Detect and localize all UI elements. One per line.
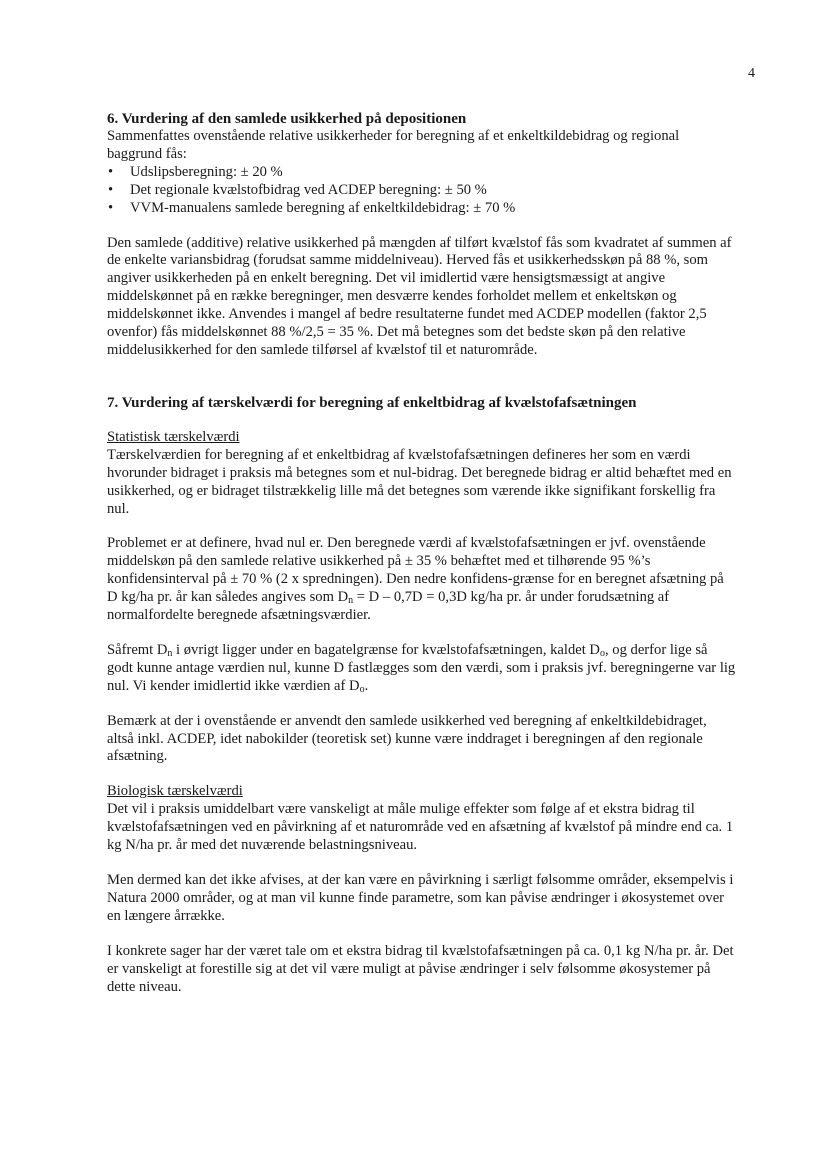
biological-threshold-heading: Biologisk tærskelværdi — [107, 783, 243, 800]
list-item: • Udslipsberegning: ± 20 % — [107, 164, 737, 182]
biological-paragraph-1: Det vil i praksis umiddelbart være vanskeligt at måle mulige effekter som følge af et ekstra bidrag til kvælstofafsætningen ved en påvirkning af et naturområde ved en afsætning af kvælstof på mindre end ca. 1 kg N/ha pr. år med det nuværende belastningsniveau. — [107, 801, 734, 854]
uncertainty-list — [107, 164, 737, 218]
statistical-paragraph-2: Problemet er at definere, hvad nul er. Den beregnede værdi af kvælstofafsætningen er jvf. ovenstående middelskøn på den samlede relative usikkerhed på ± 35 % behæftet med et tilhørende 95 %’s konfidensinterval på ± 70 % (2 x spredningen). Den nedre konfidens-grænse for en beregnet afsætning på D kg/ha pr. år kan således angives som $D_n = D - 0,7D = 0,3D$ kg/ha pr. år under forudsætning af normalfordelte beregnede afsætningsværdier. — [107, 535, 724, 624]
statistical-threshold-heading: Statistisk tærskelværdi — [107, 428, 240, 445]
list-item: • VVM-manualens samlede beregning af enkeltkildebidrag: ± 70 % — [107, 200, 737, 218]
statistical-paragraph-4: Bemærk at der i ovenstående er anvendt den samlede usikkerhed ved beregning af enkeltkildebidraget, altså inkl. ACDEP, idet nabokilder (teoretisk set) kunne være inddraget i beregningen af den regionale afsætning. — [107, 712, 707, 765]
section-7-heading: 7. Vurdering af tærskelværdi for beregning af enkeltbidrag af kvælstofafsætningen — [107, 394, 637, 411]
biological-paragraph-2: Men dermed kan det ikke afvises, at der kan være en påvirkning i særligt følsomme områder, eksempelvis i Natura 2000 områder, og at man vil kunne finde parametre, som kan påvise ændringer i økosystemet over en længere årrække. — [107, 872, 734, 924]
document-body — [107, 110, 737, 996]
statistical-paragraph-3: Såfremt $D_n$ i øvrigt ligger under en bagatelgrænse for kvælstofafsætningen, kaldet $D_o$, og derfor lige så godt kunne antage værdien nul, kunne D fastlægges som den værdi, som i praksis jvf. beregningerne var lig nul. Vi kender imidlertid ikke værdien af $D_o$. — [107, 641, 736, 695]
section-6-heading: 6. Vurdering af den samlede usikkerhed på depositionen — [107, 111, 467, 127]
biological-paragraph-3: I konkrete sager har der været tale om et ekstra bidrag til kvælstofafsætningen på ca. 0,1 kg N/ha pr. år. Det er vanskeligt at forestille sig at det vil være muligt at påvise ændringer i selv følsomme økosystemer på dette niveau. — [107, 942, 734, 995]
section-6-paragraph: Den samlede (additive) relative usikkerhed på mængden af tilført kvælstof fås som kvadratet af summen af de enkelte variansbidrag (forudsat samme middelniveau). Herved fås et usikkerhedsskøn på 88 %, som angiver usikkerheden på en enkelt beregning. Det vil imidlertid være hensigtsmæssigt at angive middelskønnet på en række beregninger, men desværre kendes forholdet mellem et enkeltskøn og middelskønnet ikke. Anvendes i mangel af bedre resultaterne fundet med ACDEP modellen (faktor 2,5 ovenfor) fås middelskønnet 88 %/2,5 = 35 %. Det må betegnes som det bedste skøn på den relative middelusikkerhed for den samlede tilførsel af kvælstof til et naturområde. — [107, 234, 732, 358]
section-6-intro: Sammenfattes ovenstående relative usikkerheder for beregning af et enkeltkildebidrag og regional baggrund fås: — [107, 128, 680, 162]
list-item: • Det regionale kvælstofbidrag ved ACDEP beregning: ± 50 % — [107, 182, 737, 200]
page-number: 4 — [748, 66, 755, 81]
statistical-paragraph-1: Tærskelværdien for beregning af et enkeltbidrag af kvælstofafsætningen defineres her som en værdi hvorunder bidraget i praksis må betegnes som et nul-bidrag. Det beregnede bidrag er altid behæftet med en usikkerhed, og er bidraget tilstrækkelig lille må det betegnes som værende ikke signifikant forskellig fra nul. — [107, 446, 732, 517]
